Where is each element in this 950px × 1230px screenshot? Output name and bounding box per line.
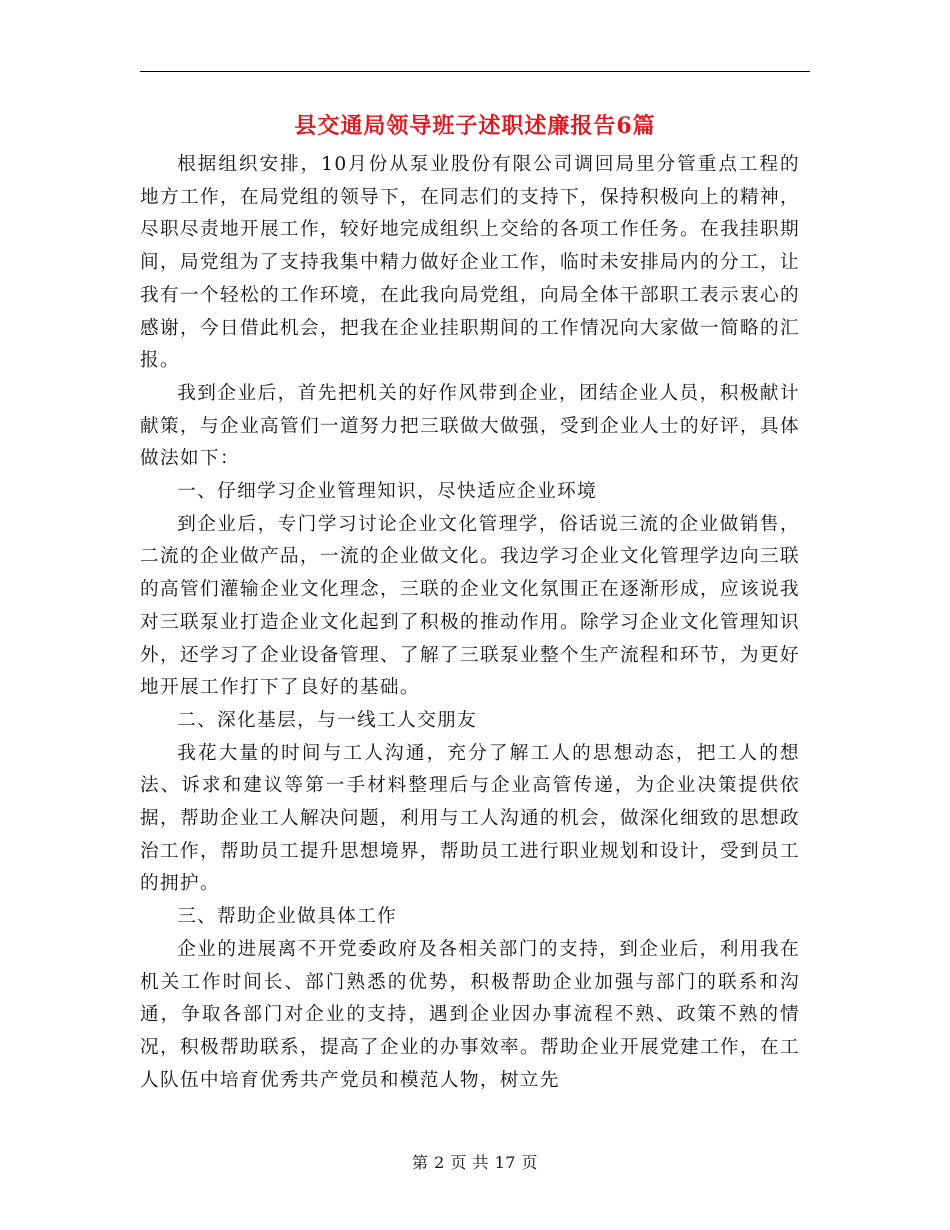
footer-prefix: 第 [411,1153,429,1172]
document-title: 县交通局领导班子述职述廉报告6篇 [294,113,656,139]
body-paragraph: 到企业后，专门学习讨论企业文化管理学，俗话说三流的企业做销售，二流的企业做产品，一流的企业做文化。我边学习企业文化管理学边向三联的高管们灌输企业文化理念，三联的企业文化氛围正在逐渐形成，应该说我对三联泵业打造企业文化起到了积极的推动作用。除学习企业文化管理知识外，还学习了企业设备管理、了解了三联泵业整个生产流程和环节，为更好地开展工作打下了良好的基础。 [140,513,800,699]
body-paragraph: 根据组织安排，10月份从泵业股份有限公司调回局里分管重点工程的地方工作，在局党组的领导下，在同志们的支持下，保持积极向上的精神，尽职尽责地开展工作，较好地完成组织上交给的各项工作任务。在我挂职期间，局党组为了支持我集中精力做好企业工作，临时未安排局内的分工，让我有一个轻松的工作环境，在此我向局党组，向局全体干部职工表示衷心的感谢，今日借此机会，把我在企业挂职期间的工作情况向大家做一简略的汇报。 [140,154,800,372]
footer-total-unit: 页 [521,1153,539,1172]
section-heading: 一、仔细学习企业管理知识，尽快适应企业环境 [177,481,598,503]
body-paragraph: 企业的进展离不开党委政府及各相关部门的支持，到企业后，利用我在机关工作时间长、部门熟悉的优势，积极帮助企业加强与部门的联系和沟通，争取各部门对企业的支持，遇到企业因办事流程不熟、政策不熟的情况，积极帮助联系，提高了企业的办事效率。帮助企业开展党建工作，在工人队伍中培育优秀共产党员和模范人物，树立先 [140,938,800,1091]
footer-page-unit: 页 [450,1153,467,1172]
body-paragraph: 我花大量的时间与工人沟通，充分了解工人的思想动态，把工人的想法、诉求和建议等第一手材料整理后与企业高管传递，为企业决策提供依据，帮助企业工人解决问题，利用与工人沟通的机会，做深化细致的思想政治工作，帮助员工提升思想境界，帮助员工进行职业规划和设计，受到员工的拥护。 [140,742,800,895]
footer-total-pages: 17 [494,1153,516,1172]
page-footer [140,1153,810,1173]
document-body [140,149,800,1097]
body-paragraph: 我到企业后，首先把机关的好作风带到企业，团结企业人员，积极献计献策，与企业高管们一道努力把三联做大做强，受到企业人士的好评，具体做法如下： [140,382,800,470]
footer-total-prefix: 共 [472,1153,489,1172]
footer-current-page: 2 [434,1153,445,1172]
header-rule [140,71,810,72]
section-heading: 二、深化基层，与一线工人交朋友 [177,709,478,731]
section-heading: 三、帮助企业做具体工作 [177,906,398,928]
